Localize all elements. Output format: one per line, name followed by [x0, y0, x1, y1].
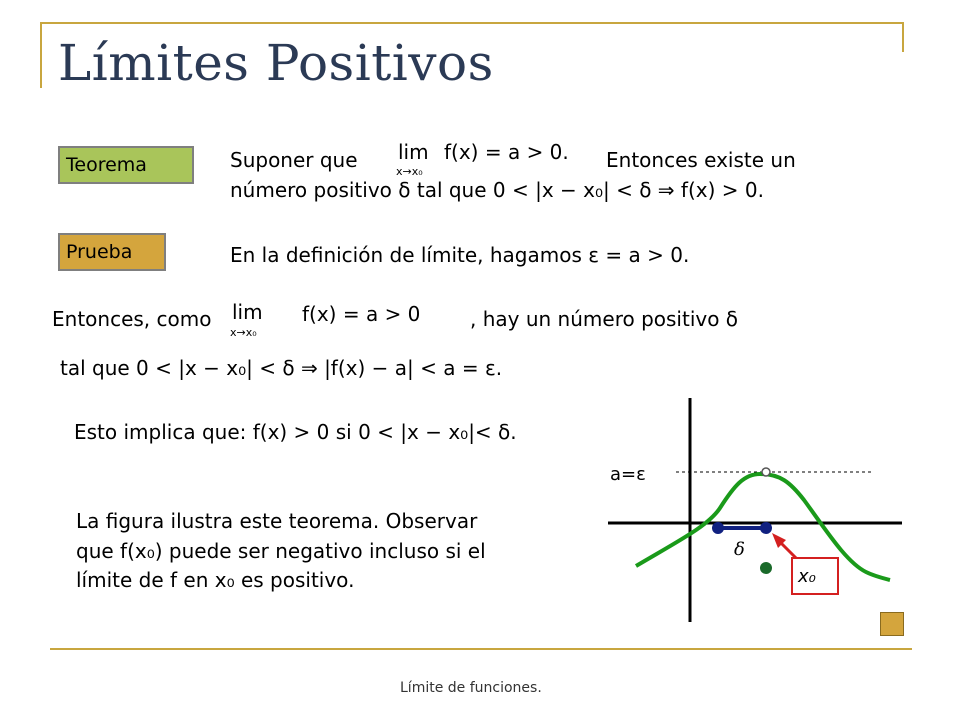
proof-line1: En la definición de límite, hagamos ε = a > 0. [230, 243, 690, 267]
proof-line3: tal que 0 < |x − x₀| < δ ⇒ |f(x) − a| < a = ε. [60, 356, 503, 380]
delta-left-point [712, 522, 724, 534]
theorem-line1-pre: Suponer que [230, 148, 358, 172]
figure-note-line3: límite de f en x₀ es positivo. [76, 568, 355, 592]
limit-open-point [762, 468, 770, 476]
theorem-lim-subscript: x→x₀ [396, 165, 423, 178]
proof-lim-subscript: x→x₀ [230, 326, 257, 339]
proof-line2-post: , hay un número positivo δ [470, 307, 739, 331]
frame-top-line [40, 22, 904, 24]
theorem-lim-expression: f(x) = a > 0. [444, 140, 569, 164]
figure-note-line2: que f(x₀) puede ser negativo incluso si el [76, 539, 486, 563]
proof-lim-word: lim [232, 300, 263, 324]
footer-text: Límite de funciones. [400, 680, 542, 696]
proof-implication: Esto implica que: f(x) > 0 si 0 < |x − x₀|< δ. [74, 420, 517, 444]
frame-right-line [902, 22, 904, 52]
proof-label: Prueba [58, 233, 166, 271]
theorem-lim-word: lim [398, 140, 429, 164]
frame-left-line [40, 22, 42, 88]
theorem-line1-post: Entonces existe un [606, 148, 796, 172]
figure-note-line1: La figura ilustra este teorema. Observar [76, 509, 478, 533]
proof-line2-pre: Entonces, como [52, 307, 212, 331]
theorem-line2: número positivo δ tal que 0 < |x − x₀| < δ ⇒ f(x) > 0. [230, 178, 764, 202]
theorem-label: Teorema [58, 146, 194, 184]
slide-title: Límites Positivos [58, 34, 494, 92]
delta-right-point [760, 522, 772, 534]
limit-figure [600, 390, 920, 630]
delta-label: δ [734, 539, 745, 560]
x0-label: x₀ [798, 566, 816, 587]
f-x0-point [760, 562, 772, 574]
a-epsilon-label: a=ε [610, 464, 646, 485]
frame-bottom-line [50, 648, 912, 650]
proof-lim-expression: f(x) = a > 0 [302, 302, 421, 326]
nav-square[interactable] [880, 612, 904, 636]
